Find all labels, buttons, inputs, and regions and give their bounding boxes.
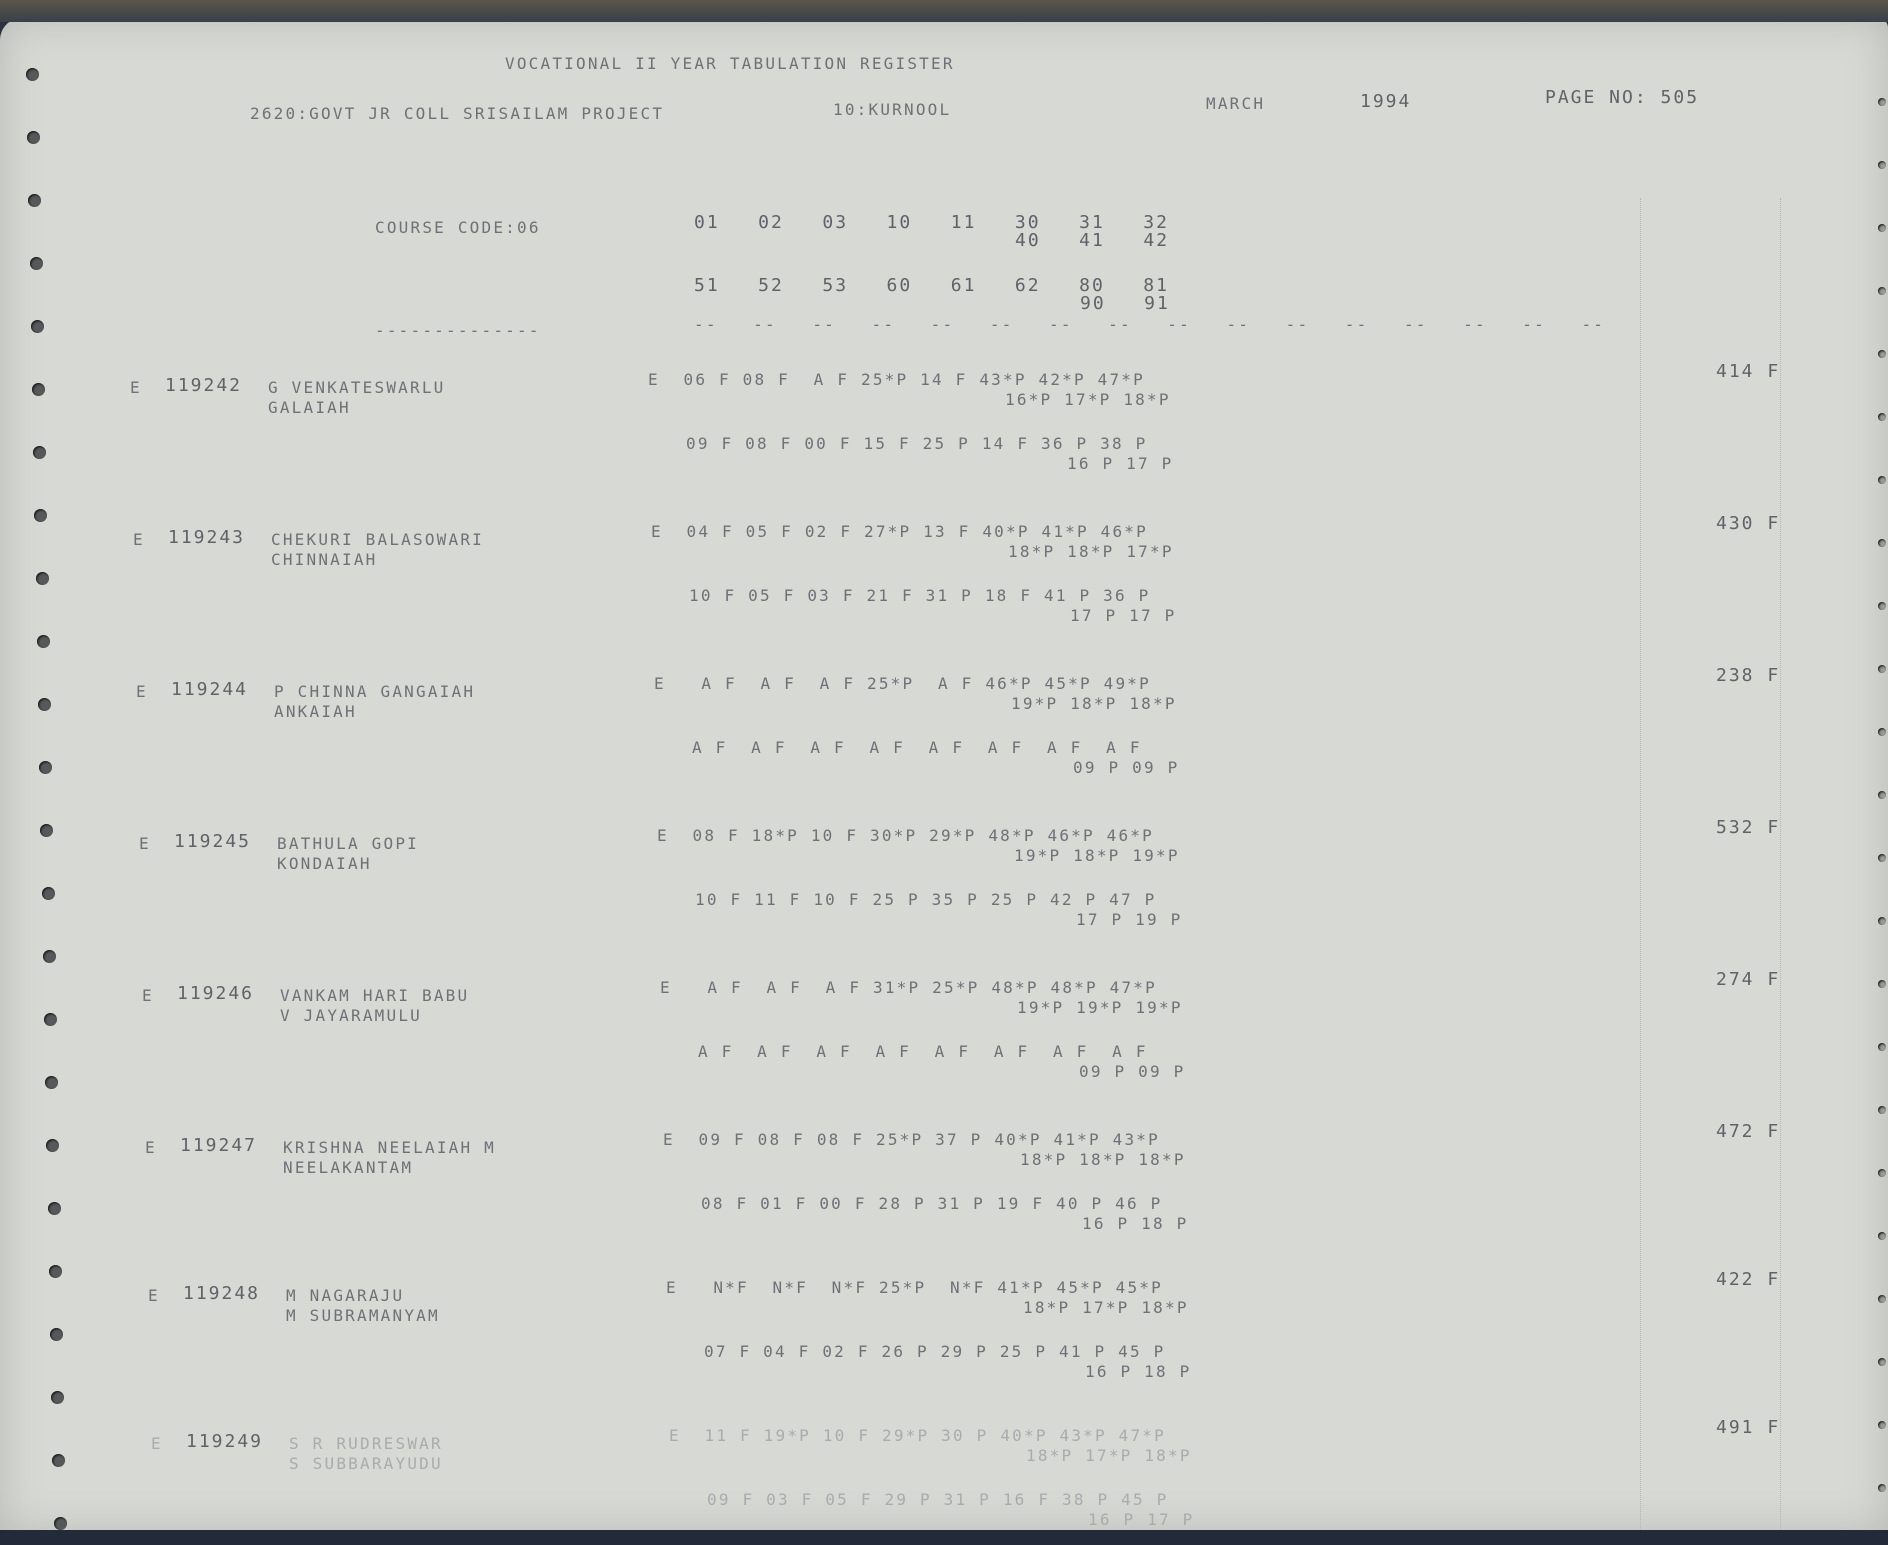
punch-hole	[38, 698, 51, 711]
student-name: M NAGARAJU	[286, 1286, 405, 1305]
punch-hole	[1878, 1484, 1886, 1492]
punch-hole	[1878, 413, 1886, 421]
roll-number: 119244	[171, 679, 249, 700]
student-name: P CHINNA GANGAIAH	[274, 682, 476, 701]
punch-hole	[1878, 1232, 1886, 1240]
marks-line-1: E 09 F 08 F 08 F 25*P 37 P 40*P 41*P 43*P	[663, 1130, 1160, 1149]
punch-hole	[30, 257, 43, 270]
punch-hole	[44, 1013, 57, 1026]
punch-hole	[45, 1076, 58, 1089]
punch-hole	[49, 1265, 62, 1278]
punch-hole	[1878, 980, 1886, 988]
marks-line-1: E A F A F A F 31*P 25*P 48*P 48*P 47*P	[660, 978, 1157, 997]
marks-line-2-extra: 16 P 18 P	[1082, 1214, 1189, 1233]
punch-hole	[1878, 1295, 1886, 1303]
marks-line-2: 07 F 04 F 02 F 26 P 29 P 25 P 41 P 45 P	[704, 1342, 1166, 1361]
punch-hole	[1878, 1421, 1886, 1429]
column-guide	[1780, 198, 1781, 1533]
punch-hole	[52, 1454, 65, 1467]
record-flag: E	[145, 1138, 157, 1157]
subject-codes-row2: 51 52 53 60 61 62 80 81	[694, 275, 1169, 296]
marks-line-1: E N*F N*F N*F 25*P N*F 41*P 45*P 45*P	[666, 1278, 1163, 1297]
district-name: 10:KURNOOL	[833, 100, 952, 119]
punch-hole	[1878, 98, 1886, 106]
punch-hole	[1878, 665, 1886, 673]
punch-hole	[1878, 791, 1886, 799]
punch-hole	[1878, 224, 1886, 232]
punch-hole	[36, 572, 49, 585]
punch-hole	[27, 131, 40, 144]
punch-hole	[31, 320, 44, 333]
result-total: 491 F	[1716, 1417, 1781, 1438]
roll-number: 119247	[180, 1135, 258, 1156]
marks-line-1: E 08 F 18*P 10 F 30*P 29*P 48*P 46*P 46*P	[657, 826, 1154, 845]
course-code-label: COURSE CODE:06	[375, 218, 541, 237]
result-total: 532 F	[1716, 817, 1781, 838]
father-name: KONDAIAH	[277, 854, 372, 873]
punch-hole	[1878, 476, 1886, 484]
record-flag: E	[130, 378, 142, 397]
punch-hole	[39, 761, 52, 774]
result-total: 422 F	[1716, 1269, 1781, 1290]
result-total: 430 F	[1716, 513, 1781, 534]
marks-line-1-extra: 18*P 18*P 17*P	[1008, 542, 1174, 561]
student-name: G VENKATESWARLU	[268, 378, 446, 397]
punch-hole	[51, 1391, 64, 1404]
marks-line-1: E A F A F A F 25*P A F 46*P 45*P 49*P	[654, 674, 1151, 693]
marks-line-1-extra: 18*P 17*P 18*P	[1023, 1298, 1189, 1317]
father-name: ANKAIAH	[274, 702, 357, 721]
father-name: GALAIAH	[268, 398, 351, 417]
student-name: BATHULA GOPI	[277, 834, 419, 853]
tabulation-sheet	[0, 18, 1888, 1533]
father-name: M SUBRAMANYAM	[286, 1306, 440, 1325]
result-total: 414 F	[1716, 361, 1781, 382]
marks-line-2-extra: 16 P 17 P	[1088, 1510, 1195, 1529]
roll-number: 119243	[168, 527, 246, 548]
marks-line-1-extra: 18*P 18*P 18*P	[1020, 1150, 1186, 1169]
record-flag: E	[136, 682, 148, 701]
marks-line-1-extra: 19*P 18*P 19*P	[1014, 846, 1180, 865]
marks-line-2: A F A F A F A F A F A F A F A F	[692, 738, 1142, 757]
marks-line-2: 10 F 05 F 03 F 21 F 31 P 18 F 41 P 36 P	[689, 586, 1151, 605]
roll-number: 119242	[165, 375, 243, 396]
marks-line-2-extra: 16 P 17 P	[1067, 454, 1174, 473]
punch-hole	[1878, 1169, 1886, 1177]
student-name: S R RUDRESWAR	[289, 1434, 443, 1453]
marks-line-1-extra: 19*P 18*P 18*P	[1011, 694, 1177, 713]
student-name: VANKAM HARI BABU	[280, 986, 470, 1005]
punch-hole	[33, 446, 46, 459]
subject-codes-row1b: 40 41 42	[1015, 230, 1170, 251]
subject-codes-row1: 01 02 03 10 11 30 31 32	[694, 212, 1169, 233]
marks-line-1-extra: 19*P 19*P 19*P	[1017, 998, 1183, 1017]
sheet-bottom-edge	[0, 1530, 1888, 1545]
roll-number: 119248	[183, 1283, 261, 1304]
result-total: 274 F	[1716, 969, 1781, 990]
result-total: 472 F	[1716, 1121, 1781, 1142]
father-name: S SUBBARAYUDU	[289, 1454, 443, 1473]
punch-hole	[1878, 1358, 1886, 1366]
marks-line-2: 09 F 03 F 05 F 29 P 31 P 16 F 38 P 45 P	[707, 1490, 1169, 1509]
punch-hole	[1878, 854, 1886, 862]
punch-hole	[43, 950, 56, 963]
sheet-top-edge	[0, 0, 1888, 22]
student-name: KRISHNA NEELAIAH M	[283, 1138, 496, 1157]
marks-line-2: 09 F 08 F 00 F 15 F 25 P 14 F 36 P 38 P	[686, 434, 1148, 453]
marks-line-2-extra: 16 P 18 P	[1085, 1362, 1192, 1381]
marks-line-1: E 06 F 08 F A F 25*P 14 F 43*P 42*P 47*P	[648, 370, 1145, 389]
marks-line-1-extra: 16*P 17*P 18*P	[1005, 390, 1171, 409]
record-flag: E	[151, 1434, 163, 1453]
exam-month: MARCH	[1206, 94, 1266, 113]
punch-hole	[1878, 728, 1886, 736]
punch-hole	[37, 635, 50, 648]
punch-hole	[26, 68, 39, 81]
roll-number: 119245	[174, 831, 252, 852]
student-name: CHEKURI BALASOWARI	[271, 530, 484, 549]
exam-year: 1994	[1360, 91, 1412, 112]
record-flag: E	[139, 834, 151, 853]
punch-hole	[1878, 1106, 1886, 1114]
punch-hole	[32, 383, 45, 396]
punch-hole	[1878, 602, 1886, 610]
punch-hole	[50, 1328, 63, 1341]
marks-line-2: A F A F A F A F A F A F A F A F	[698, 1042, 1148, 1061]
punch-hole	[1878, 1043, 1886, 1051]
father-name: V JAYARAMULU	[280, 1006, 422, 1025]
marks-line-2: 08 F 01 F 00 F 28 P 31 P 19 F 40 P 46 P	[701, 1194, 1163, 1213]
roll-number: 119246	[177, 983, 255, 1004]
punch-hole	[34, 509, 47, 522]
column-guide	[1640, 198, 1641, 1533]
result-total: 238 F	[1716, 665, 1781, 686]
father-name: CHINNAIAH	[271, 550, 378, 569]
page-number: PAGE NO: 505	[1545, 87, 1700, 108]
punch-hole	[54, 1517, 67, 1530]
punch-hole	[40, 824, 53, 837]
punch-hole	[46, 1139, 59, 1152]
marks-line-1: E 04 F 05 F 02 F 27*P 13 F 40*P 41*P 46*P	[651, 522, 1148, 541]
marks-line-2: 10 F 11 F 10 F 25 P 35 P 25 P 42 P 47 P	[695, 890, 1157, 909]
punch-hole	[28, 194, 41, 207]
record-flag: E	[142, 986, 154, 1005]
punch-hole	[1878, 161, 1886, 169]
roll-number: 119249	[186, 1431, 264, 1452]
punch-hole	[1878, 287, 1886, 295]
record-flag: E	[133, 530, 145, 549]
punch-hole	[48, 1202, 61, 1215]
subject-codes-row2b: 90 91	[1080, 293, 1170, 314]
record-flag: E	[148, 1286, 160, 1305]
course-underline: --------------	[375, 321, 541, 340]
marks-line-2-extra: 17 P 19 P	[1076, 910, 1183, 929]
college-name: 2620:GOVT JR COLL SRISAILAM PROJECT	[250, 104, 665, 123]
marks-line-2-extra: 09 P 09 P	[1073, 758, 1180, 777]
punch-hole	[42, 887, 55, 900]
punch-hole	[1878, 917, 1886, 925]
register-title: VOCATIONAL II YEAR TABULATION REGISTER	[505, 54, 955, 73]
father-name: NEELAKANTAM	[283, 1158, 414, 1177]
marks-line-2-extra: 17 P 17 P	[1070, 606, 1177, 625]
marks-line-2-extra: 09 P 09 P	[1079, 1062, 1186, 1081]
punch-hole	[1878, 350, 1886, 358]
punch-hole	[1878, 539, 1886, 547]
column-separators: -- -- -- -- -- -- -- -- -- -- -- -- -- -- -- --	[694, 315, 1606, 334]
marks-line-1: E 11 F 19*P 10 F 29*P 30 P 40*P 43*P 47*P	[669, 1426, 1166, 1445]
marks-line-1-extra: 18*P 17*P 18*P	[1026, 1446, 1192, 1465]
